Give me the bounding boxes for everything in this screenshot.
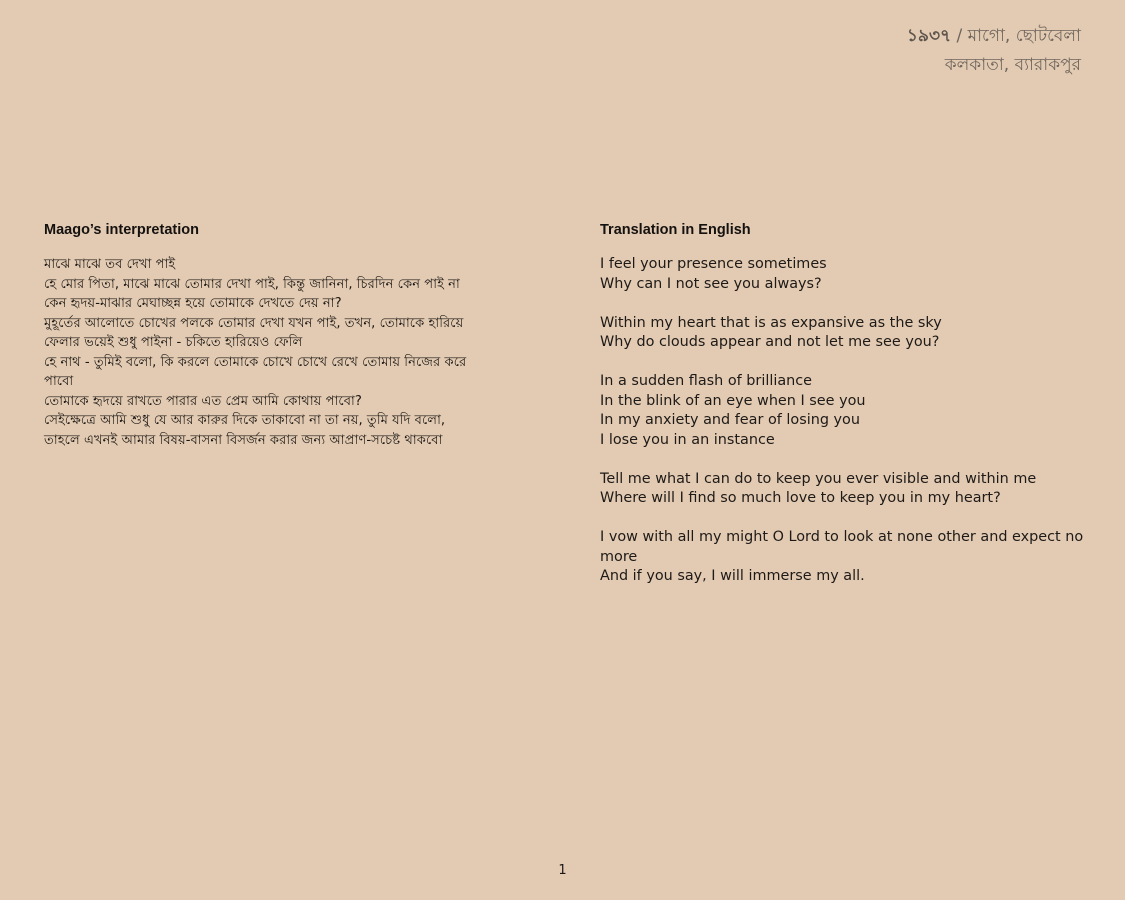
header-title-line (907, 22, 1081, 51)
stanza (600, 470, 1092, 509)
stanza (600, 372, 1092, 450)
bengali-line: সেইক্ষেত্রে আমি শুধু যে আর কারুর দিকে তাকাবো না তা নয়, তুমি যদি বলো, (44, 413, 446, 428)
english-column (600, 220, 1092, 606)
header-place: কলকাতা, ব্যারাকপুর (944, 55, 1081, 75)
english-line: Why can I not see you always? (600, 275, 822, 292)
english-line: In my anxiety and fear of losing you (600, 412, 860, 428)
english-line: And if you say, I will immerse my all. (600, 568, 865, 584)
stanza (600, 255, 1092, 294)
english-line: Within my heart that is as expansive as the sky (600, 314, 942, 331)
header-title: মাগো, ছোটবেলা (967, 26, 1081, 46)
english-line: Tell me what I can do to keep you ever visible and within me (600, 470, 1037, 487)
bengali-line: তোমাকে হৃদয়ে রাখতে পারার এত প্রেম আমি কোথায় পাবো? (44, 393, 362, 409)
english-line: I vow with all my might O Lord to look at none other and expect no more (600, 529, 1084, 565)
bengali-line: মাঝে মাঝে তব দেখা পাই (44, 257, 176, 272)
english-line: Why do clouds appear and not let me see you? (600, 334, 940, 350)
page-number: 1 (558, 863, 567, 878)
stanza (600, 314, 1092, 353)
page-header (907, 22, 1081, 80)
english-line: I feel your presence sometimes (600, 256, 827, 272)
english-line: Where will I find so much love to keep you in my heart? (600, 490, 1001, 506)
english-text (600, 255, 1092, 587)
english-column-heading: Translation in English (600, 222, 751, 238)
bengali-line: কেন হৃদয়-মাঝার মেঘাচ্ছন্ন হয়ে তোমাকে দেখতে দেয় না? (44, 296, 342, 311)
bengali-column-heading: Maago’s interpretation (44, 222, 199, 238)
english-line: In a sudden flash of brilliance (600, 373, 813, 389)
bengali-line: হে মোর পিতা, মাঝে মাঝে তোমার দেখা পাই, কিন্তু জানিনা, চিরদিন কেন পাই না (44, 276, 460, 292)
bengali-line: পাবো (44, 374, 74, 389)
bengali-column (44, 220, 544, 450)
header-separator: / (951, 26, 968, 46)
header-year: ১৯৩৭ (906, 26, 952, 46)
bengali-line: হে নাথ - তুমিই বলো, কি করলে তোমাকে চোখে চোখে রেখে তোমায় নিজের করে (44, 354, 467, 370)
bengali-line: মুহূর্তের আলোতে চোখের পলকে তোমার দেখা যখন পাই, তখন, তোমাকে হারিয়ে (44, 315, 464, 331)
english-line: In the blink of an eye when I see you (600, 392, 866, 409)
bengali-line: তাহলে এখনই আমার বিষয়-বাসনা বিসর্জন করার জন্য আপ্রাণ-সচেষ্ট থাকবো (44, 432, 443, 448)
stanza (600, 528, 1092, 587)
bengali-text (44, 255, 544, 450)
bengali-line: ফেলার ভয়েই শুধু পাইনা - চকিতে হারিয়েও ফেলি (44, 335, 303, 350)
english-line: I lose you in an instance (600, 431, 775, 448)
